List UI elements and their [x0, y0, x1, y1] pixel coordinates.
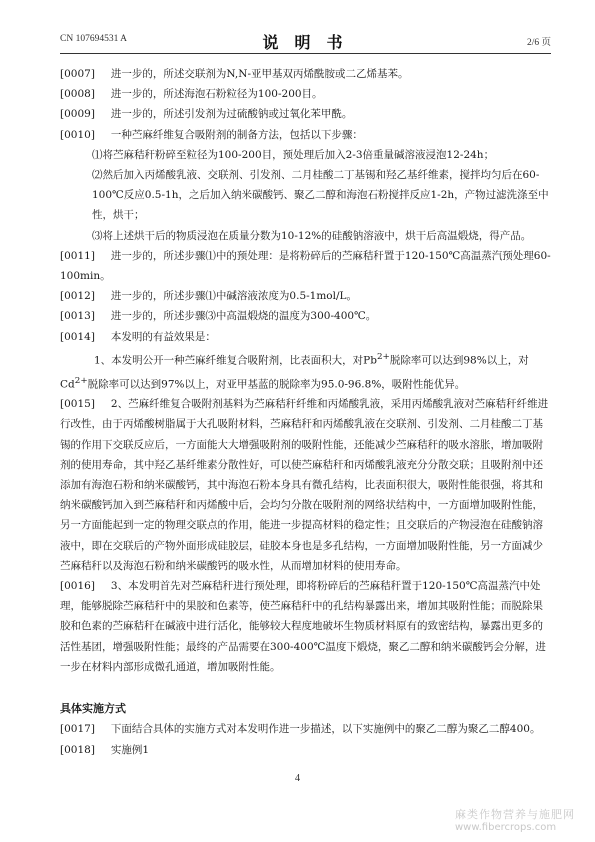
benefit-1: 1、本发明公开一种苎麻纤维复合吸附剂，比表面积大，对$Pb^{2+}$脱除率可以达到98%以上，对$Cd^{2+}$脱除率可以达到97%以上，对亚甲基蓝的脱除率为95.0-96.8%，吸附性能优异。: [60, 351, 529, 391]
paragraph-text: 3、本发明首先对苎麻秸秆进行预处理，即将粉碎后的苎麻秸秆置于120-150℃高温蒸汽中处理，能够脱除苎麻秸秆中的果胶和色素等，使苎麻秸秆中的孔结构暴露出来，增加其吸附性能；而脱除果胶和色素的苎麻秸秆在碱液中进行活化，能够较大程度地破坏生物质材料原有的致密结构，暴露出更多的活性基团，增强吸附性能；最终的产品需要在300-400℃温度下煅烧，聚乙二醇和纳米碳酸钙会分解，进一步在材料内部形成微孔通道，增加吸附性能。: [60, 580, 546, 673]
paragraph-number: [0015]: [60, 398, 95, 411]
paragraph-0010: [60, 125, 551, 145]
paragraph-text: 进一步的，所述步骤⑶中高温煅烧的温度为300-400℃。: [110, 310, 377, 323]
section-spacer: [60, 677, 551, 699]
paragraph-0012: [60, 286, 551, 306]
paragraph-text: 2、苎麻纤维复合吸附剂基料为苎麻秸秆纤维和丙烯酸乳液，采用丙烯酸乳液对苎麻秸秆纤维进行改性，由于丙烯酸树脂属于大孔吸附材料，苎麻秸秆和丙烯酸乳液在交联剂、引发剂、二月桂酸二丁基锡的作用下交联反应后，一方面能大大增强吸附剂的吸附性能，还能减少苎麻秸秆的吸水溶胀，增加吸附剂的使用寿命，其中羟乙基纤维素分散性好，可以使苎麻秸秆和丙烯酸乳液充分分散交联；且吸附剂中还添加有海泡石粉和纳米碳酸钙，其中海泡石粉本身具有微孔结构，比表面积很大，吸附性能很强，将其和纳米碳酸钙加入到苎麻秸秆和丙烯酸中后，会均匀分散在吸附剂的网络状结构中，一方面增加吸附性能，另一方面能起到一定的物理交联点的作用，能进一步提高材料的稳定性；且交联后的产物浸泡在硅酸钠溶液中，即在交联后的产物外面形成硅胶层，硅胶本身也是多孔结构，一方面增加吸附性能，另一方面减少苎麻秸秆以及海泡石粉和纳米碳酸钙的吸水性，从而增加材料的使用寿命。: [60, 398, 549, 572]
paragraph-number: [0016]: [60, 580, 95, 593]
paragraph-0009: [60, 104, 551, 124]
publication-number: CN 107694531 A: [60, 34, 128, 44]
section-heading: 具体实施方式: [60, 702, 126, 716]
paragraph-number: [0018]: [60, 743, 95, 756]
page-indicator: 2/6 页: [526, 38, 551, 48]
paragraph-0008: [60, 84, 551, 104]
watermark-url: www.fibercrops.com: [455, 822, 557, 833]
superscript-charge: 2+: [74, 375, 88, 386]
paragraph-number: [0008]: [60, 88, 95, 101]
paragraph-text: 进一步的，所述引发剂为过硫酸钠或过氧化苯甲酰。: [110, 108, 353, 121]
paragraph-number: [0010]: [60, 128, 95, 141]
paragraph-0018: [60, 740, 551, 760]
document-body: [60, 64, 551, 760]
paragraph-number: [0009]: [60, 108, 95, 121]
paragraph-text: 本发明的有益效果是：: [110, 330, 216, 343]
paragraph-number: [0017]: [60, 723, 95, 736]
paragraph-text: 下面结合具体的实施方式对本发明作进一步描述，以下实施例中的聚乙二醇为聚乙二醇400。: [110, 723, 541, 736]
paragraph-0011: [60, 246, 551, 286]
paragraph-number: [0007]: [60, 68, 95, 80]
paragraph-text: 进一步的，所述交联剂为N,N-亚甲基双丙烯酰胺或二乙烯基苯。: [110, 68, 409, 80]
paragraph-0007: [60, 64, 551, 84]
paragraph-0014: [60, 327, 551, 347]
watermark: [455, 808, 575, 834]
paragraph-0016: [60, 576, 551, 677]
paragraph-number: [0014]: [60, 330, 95, 343]
header-rule: [60, 53, 551, 54]
document-title: 说 明 书: [262, 35, 349, 52]
paragraph-number: [0013]: [60, 310, 95, 323]
paragraph-text: 一种苎麻纤维复合吸附剂的制备方法，包括以下步骤：: [110, 128, 363, 141]
page-number: 4: [294, 773, 301, 784]
paragraph-0017: [60, 719, 551, 739]
paragraph-text: 实施例1: [110, 743, 150, 756]
paragraph-text: 进一步的，所述步骤⑴中的预处理：是将粉碎后的苎麻秸秆置于120-150℃高温蒸汽预处理60-100min。: [60, 249, 551, 283]
step-1: ⑴将苎麻秸秆粉碎至粒径为100-200目，预处理后加入2-3倍重量碱溶液浸泡12-24h；: [92, 148, 495, 161]
paragraph-number: [0012]: [60, 290, 95, 303]
paragraph-0015: [60, 394, 551, 576]
step-2: ⑵然后加入丙烯酸乳液、交联剂、引发剂、二月桂酸二丁基锡和羟乙基纤维素，搅拌均匀后在60-100℃反应0.5-1h，之后加入纳米碳酸钙、聚乙二醇和海泡石粉搅拌反应1-2h，产物过滤洗涤至中性，烘干；: [92, 169, 549, 222]
paragraph-0013: [60, 306, 551, 326]
paragraph-text: 进一步的，所述海泡石粉粒径为100-200目。: [110, 88, 323, 101]
page-header: [60, 28, 551, 52]
watermark-name: 麻类作物营养与施肥网: [455, 808, 575, 821]
superscript-charge: 2+: [376, 351, 390, 362]
paragraph-number: [0011]: [60, 249, 95, 262]
paragraph-text: 进一步的，所述步骤⑴中碱溶液浓度为0.5-1mol/L。: [110, 290, 357, 303]
step-3: ⑶将上述烘干后的物质浸泡在质量分数为10-12%的硅酸钠溶液中，烘干后高温煅烧，得产品。: [92, 229, 532, 242]
